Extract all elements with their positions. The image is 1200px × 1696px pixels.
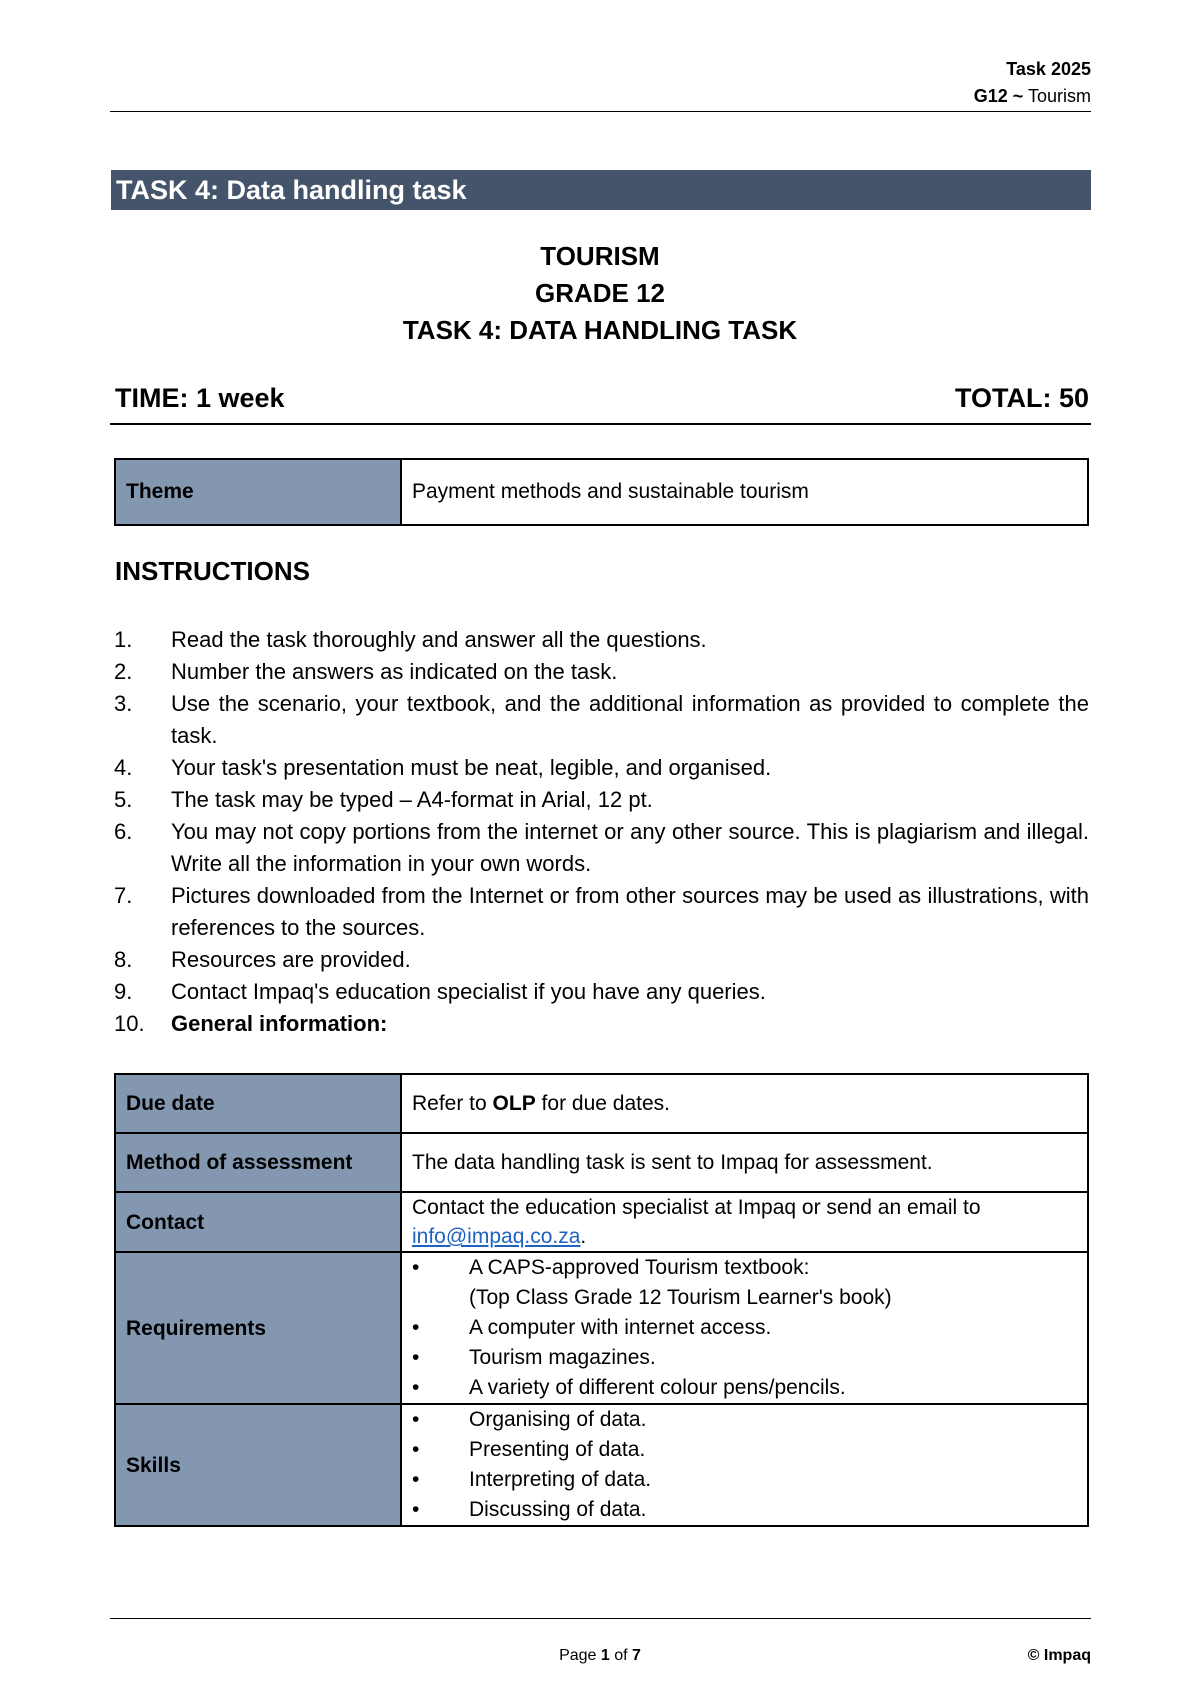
skill-item: • Interpreting of data. — [412, 1465, 1077, 1495]
instruction-item: 6. You may not copy portions from the internet or any other source. This is plagiarism and illegal. Write all the information in your own words. — [114, 819, 1089, 876]
copyright: © Impaq — [1027, 1647, 1091, 1664]
task-heading-bar: TASK 4: Data handling task — [111, 170, 1091, 210]
requirements-value — [401, 1252, 1088, 1404]
method-value: The data handling task is sent to Impaq for assessment. — [401, 1133, 1088, 1192]
instructions-list — [114, 624, 1089, 1040]
bullet-icon: • — [412, 1346, 420, 1369]
requirement-item: • A computer with internet access. — [412, 1313, 1077, 1343]
theme-table — [114, 458, 1089, 526]
bullet-icon: • — [412, 1468, 420, 1491]
skill-item: • Discussing of data. — [412, 1495, 1077, 1525]
title-subject: TOURISM — [540, 241, 660, 271]
page-number: Page 1 of 7 — [559, 1647, 641, 1664]
due-date-label: Due date — [115, 1074, 401, 1133]
contact-value: Contact the education specialist at Impaq or send an email to info@impaq.co.za. — [401, 1192, 1088, 1252]
requirements-label: Requirements — [115, 1252, 401, 1404]
title-grade: GRADE 12 — [534, 278, 666, 308]
skill-item: • Organising of data. — [412, 1405, 1077, 1435]
general-info-table — [114, 1073, 1089, 1527]
due-date-value: Refer to OLP for due dates. — [401, 1074, 1088, 1133]
instruction-item: 1. Read the task thoroughly and answer all the questions. — [114, 627, 707, 652]
requirement-item: • Tourism magazines. — [412, 1343, 1077, 1373]
theme-value: Payment methods and sustainable tourism — [401, 459, 1088, 525]
bullet-icon: • — [412, 1376, 420, 1399]
instruction-item: 9. Contact Impaq's education specialist if you have any queries. — [114, 979, 766, 1004]
contact-label: Contact — [115, 1192, 401, 1252]
instruction-item: 3. Use the scenario, your textbook, and the additional information as provided to complete the task. — [114, 691, 1089, 748]
instructions-title: INSTRUCTIONS — [115, 556, 310, 586]
footer-divider — [110, 1618, 1091, 1619]
time-total-row — [115, 383, 1089, 419]
time-divider — [110, 423, 1091, 425]
method-label: Method of assessment — [115, 1133, 401, 1192]
method-row — [115, 1133, 1088, 1192]
skills-value — [401, 1404, 1088, 1526]
theme-row — [115, 459, 1088, 525]
instruction-item: 7. Pictures downloaded from the Internet or from other sources may be used as illustrations, with references to the sources. — [114, 883, 1089, 940]
instruction-item: 5. The task may be typed – A4-format in Arial, 12 pt. — [114, 787, 653, 812]
contact-row — [115, 1192, 1088, 1252]
requirement-item: • A CAPS-approved Tourism textbook: (Top Class Grade 12 Tourism Learner's book) — [412, 1253, 1077, 1313]
skills-label: Skills — [115, 1404, 401, 1526]
header-grade-subject: G12 ~ Tourism — [973, 86, 1091, 106]
bullet-icon: • — [412, 1316, 420, 1339]
skills-list — [412, 1405, 1077, 1525]
bullet-icon: • — [412, 1256, 420, 1279]
bullet-icon: • — [412, 1438, 420, 1461]
instruction-item: 8. Resources are provided. — [114, 947, 411, 972]
instruction-item: 4. Your task's presentation must be neat, legible, and organised. — [114, 755, 772, 780]
header-divider — [110, 111, 1091, 112]
contact-email-link[interactable]: info@impaq.co.za — [412, 1225, 581, 1248]
skills-row — [115, 1404, 1088, 1526]
requirement-item: • A variety of different colour pens/pencils. — [412, 1373, 1077, 1403]
total-label: TOTAL: 50 — [954, 383, 1089, 413]
instruction-item: 10. General information: — [114, 1011, 388, 1036]
bullet-icon: • — [412, 1498, 420, 1521]
instruction-item: 2. Number the answers as indicated on the task. — [114, 659, 618, 684]
theme-label: Theme — [115, 459, 401, 525]
header-task-year: Task 2025 — [1006, 59, 1091, 79]
skill-item: • Presenting of data. — [412, 1435, 1077, 1465]
requirements-row — [115, 1252, 1088, 1404]
requirements-list — [412, 1253, 1077, 1403]
bullet-icon: • — [412, 1408, 420, 1431]
page-header — [974, 56, 1091, 110]
due-date-row — [115, 1074, 1088, 1133]
time-label: TIME: 1 week — [115, 383, 285, 413]
title-task: TASK 4: DATA HANDLING TASK — [402, 315, 798, 345]
